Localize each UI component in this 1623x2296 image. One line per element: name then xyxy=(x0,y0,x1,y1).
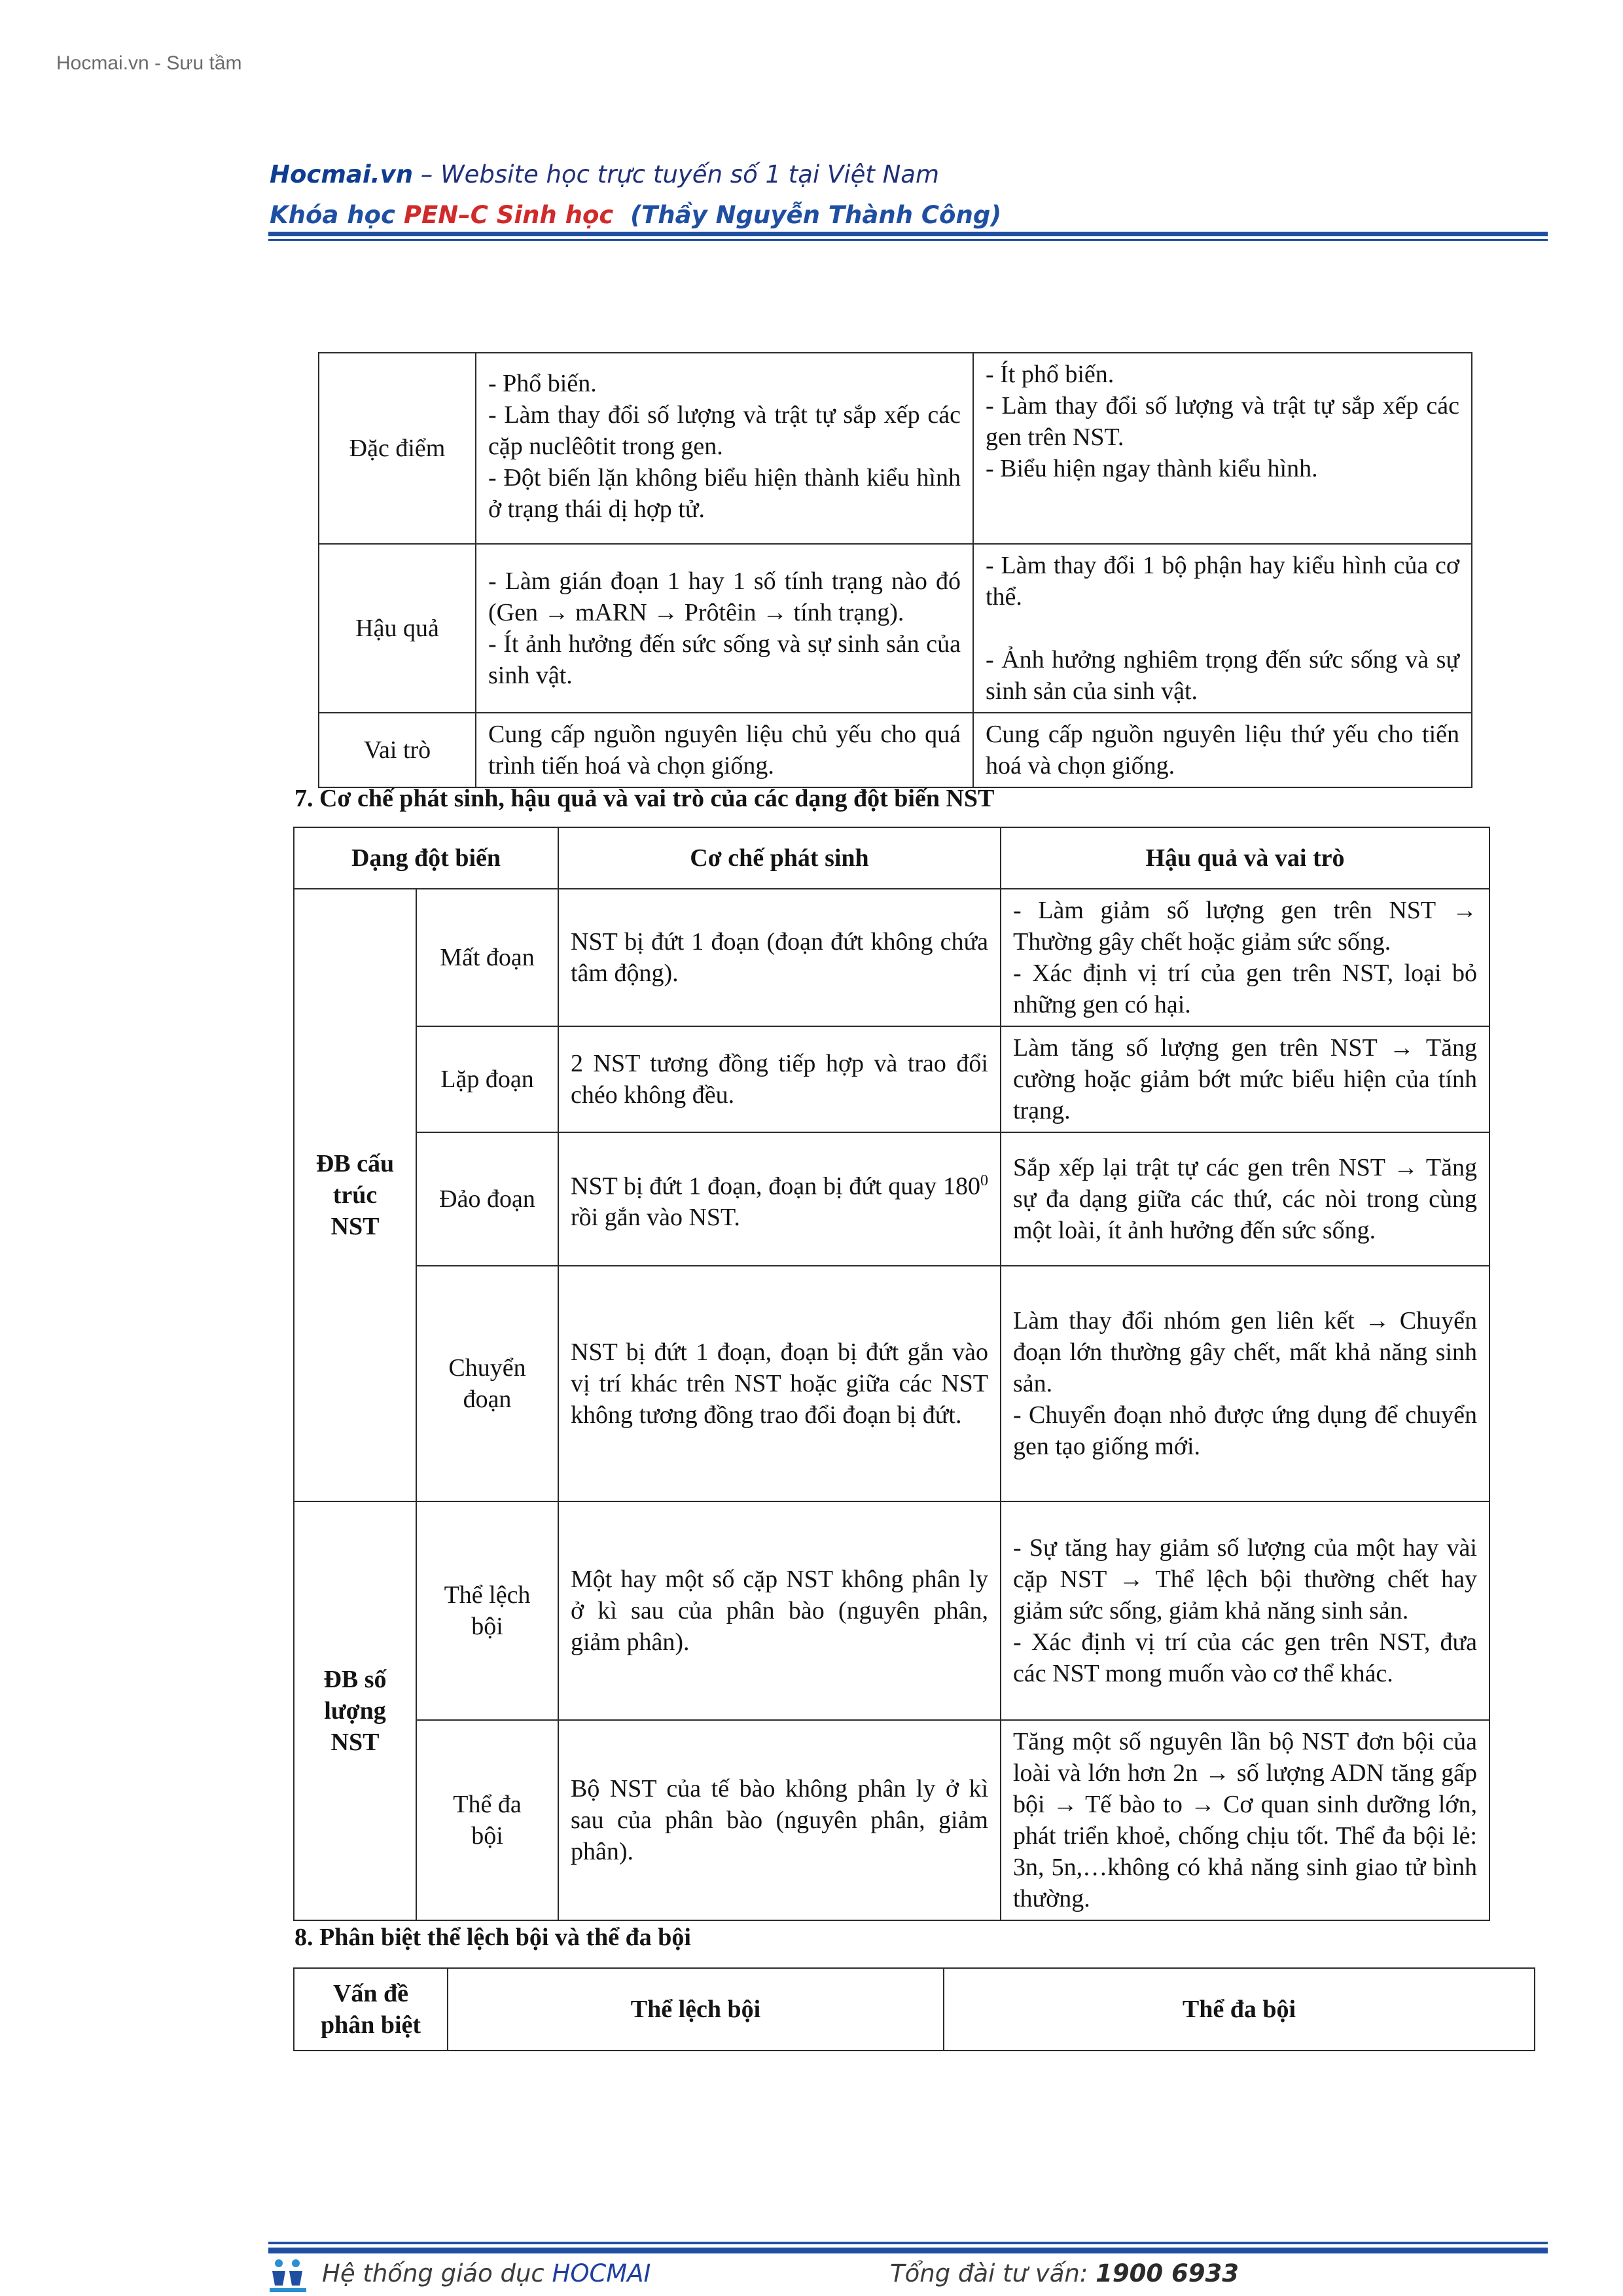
footer-right xyxy=(890,2259,1239,2287)
section-7-heading: 7. Cơ chế phát sinh, hậu quả và vai trò của các dạng đột biến NST xyxy=(294,785,995,812)
header-rule-thin xyxy=(268,239,1548,241)
teacher-name: (Thầy Nguyễn Thành Công) xyxy=(613,201,1002,229)
consequence-cell: Sắp xếp lại trật tự các gen trên NST → Tăng sự đa dạng giữa các thứ, các nòi trong cùng một loài, ít ảnh hưởng đến sức sống. xyxy=(1001,1132,1489,1266)
footer-left xyxy=(322,2259,651,2287)
section-8-heading: 8. Phân biệt thể lệch bội và thể đa bội xyxy=(294,1924,691,1951)
table-row xyxy=(294,889,1489,1026)
column-header: Vấn đề phân biệt xyxy=(294,1968,448,2051)
footer-brand[interactable]: HOCMAI xyxy=(552,2259,651,2287)
mechanism-cell: NST bị đứt 1 đoạn (đoạn đứt không chứa tâm động). xyxy=(558,889,1001,1026)
nst-cell: - Ít phổ biến. - Làm thay đổi số lượng và trật tự sắp xếp các gen trên NST. - Biểu hiện ngay thành kiểu hình. xyxy=(973,353,1472,544)
gene-cell: Cung cấp nguồn nguyên liệu chủ yếu cho quá trình tiến hoá và chọn giống. xyxy=(476,713,973,787)
table-aneuploid-vs-polyploid xyxy=(293,1967,1535,2051)
table-row xyxy=(319,353,1472,544)
column-header: Dạng đột biến xyxy=(294,827,558,889)
column-header: Thể đa bội xyxy=(944,1968,1535,2051)
mechanism-cell: NST bị đứt 1 đoạn, đoạn bị đứt gắn vào vị trí khác trên NST hoặc giữa các NST không tương đồng trao đổi đoạn bị đứt. xyxy=(558,1266,1001,1501)
page-header xyxy=(270,154,1001,236)
mutation-type: Lặp đoạn xyxy=(416,1026,558,1132)
row-label: Vai trò xyxy=(319,713,476,787)
consequence-cell: Làm tăng số lượng gen trên NST → Tăng cường hoặc giảm bớt mức biểu hiện của tính trạng. xyxy=(1001,1026,1489,1132)
table-header-row xyxy=(294,1968,1535,2051)
gene-cell: - Phổ biến. - Làm thay đổi số lượng và trật tự sắp xếp các cặp nuclêôtit trong gen. - Đột biến lặn không biểu hiện thành kiểu hình ở trạng thái dị hợp tử. xyxy=(476,353,973,544)
table-row xyxy=(294,1501,1489,1720)
mutation-type: Chuyển đoạn xyxy=(416,1266,558,1501)
mechanism-text-end: rồi gắn vào NST. xyxy=(571,1204,740,1232)
course-name: PEN–C Sinh học xyxy=(403,201,614,229)
header-rule xyxy=(268,232,1548,236)
mechanism-cell: Bộ NST của tế bào không phân ly ở kì sau của phân bào (nguyên phân, giảm phân). xyxy=(558,1720,1001,1920)
hotline-label: Tổng đài tư vấn: xyxy=(890,2259,1096,2287)
column-header: Thể lệch bội xyxy=(448,1968,944,2051)
header-brand[interactable]: Hocmai.vn xyxy=(270,160,414,188)
table-row xyxy=(294,1266,1489,1501)
gene-cell: - Làm gián đoạn 1 hay 1 số tính trạng nào đó (Gen → mARN → Prôtêin → tính trạng). - Ít ảnh hưởng đến sức sống và sự sinh sản của sinh vật. xyxy=(476,544,973,713)
header-tagline: – Website học trực tuyến số 1 tại Việt Nam xyxy=(413,160,940,188)
mutation-type: Thể đa bội xyxy=(416,1720,558,1920)
page-footer xyxy=(268,2257,1548,2296)
consequence-cell: Tăng một số nguyên lần bộ NST đơn bội của loài và lớn hơn 2n → số lượng ADN tăng gấp bội → Tế bào to → Cơ quan sinh dưỡng lớn, phát triển khoẻ, chống chịu tốt. Thể đa bội lẻ: 3n, 5n,…không có khả năng sinh giao tử bình thường. xyxy=(1001,1720,1489,1920)
column-header: Hậu quả và vai trò xyxy=(1001,827,1489,889)
group-label-structure: ĐB cấu trúc NST xyxy=(294,889,416,1501)
column-header: Cơ chế phát sinh xyxy=(558,827,1001,889)
consequence-cell: Làm thay đổi nhóm gen liên kết → Chuyển đoạn lớn thường gây chết, mất khả năng sinh sản. - Chuyển đoạn nhỏ được ứng dụng để chuyển gen tạo giống mới. xyxy=(1001,1266,1489,1501)
mutation-type: Thể lệch bội xyxy=(416,1501,558,1720)
table-row xyxy=(294,1720,1489,1920)
mutation-type: Đảo đoạn xyxy=(416,1132,558,1266)
header-line-1 xyxy=(270,154,1001,195)
table-row xyxy=(294,1026,1489,1132)
table-row xyxy=(319,713,1472,787)
footer-prefix: Hệ thống giáo dục xyxy=(322,2259,552,2287)
header-line-2 xyxy=(270,195,1001,236)
course-prefix: Khóa học xyxy=(270,201,404,229)
consequence-cell: - Làm giảm số lượng gen trên NST → Thường gây chết hoặc giảm sức sống. - Xác định vị trí của gen trên NST, loại bỏ những gen có hại. xyxy=(1001,889,1489,1026)
table-row xyxy=(294,1132,1489,1266)
nst-cell: - Làm thay đổi 1 bộ phận hay kiểu hình của cơ thể. - Ảnh hưởng nghiêm trọng đến sức sống và sự sinh sản của sinh vật. xyxy=(973,544,1472,713)
row-label: Hậu quả xyxy=(319,544,476,713)
nst-cell: Cung cấp nguồn nguyên liệu thứ yếu cho tiến hoá và chọn giống. xyxy=(973,713,1472,787)
table-header-row xyxy=(294,827,1489,889)
mechanism-cell: Một hay một số cặp NST không phân ly ở kì sau của phân bào (nguyên phân, giảm phân). xyxy=(558,1501,1001,1720)
hotline-number[interactable]: 1900 6933 xyxy=(1096,2259,1239,2287)
table-row xyxy=(319,544,1472,713)
hocmai-logo-icon xyxy=(268,2257,308,2295)
footer-rule-thin xyxy=(268,2242,1548,2244)
degree-superscript: 0 xyxy=(980,1172,988,1189)
row-label: Đặc điểm xyxy=(319,353,476,544)
group-label-number: ĐB số lượng NST xyxy=(294,1501,416,1920)
footer-rule xyxy=(268,2248,1548,2253)
table-nst-mutation-types xyxy=(293,827,1490,1921)
mutation-type: Mất đoạn xyxy=(416,889,558,1026)
consequence-cell: - Sự tăng hay giảm số lượng của một hay vài cặp NST → Thể lệch bội thường chết hay giảm sức sống, giảm khả năng sinh sản. - Xác định vị trí của các gen trên NST, đưa các NST mong muốn vào cơ thể khác. xyxy=(1001,1501,1489,1720)
mechanism-cell xyxy=(558,1132,1001,1266)
mechanism-cell: 2 NST tương đồng tiếp hợp và trao đổi chéo không đều. xyxy=(558,1026,1001,1132)
mechanism-text: NST bị đứt 1 đoạn, đoạn bị đứt quay 180 xyxy=(571,1172,980,1200)
table-gene-vs-nst-mutation xyxy=(318,352,1472,788)
watermark: Hocmai.vn - Sưu tầm xyxy=(56,52,242,74)
